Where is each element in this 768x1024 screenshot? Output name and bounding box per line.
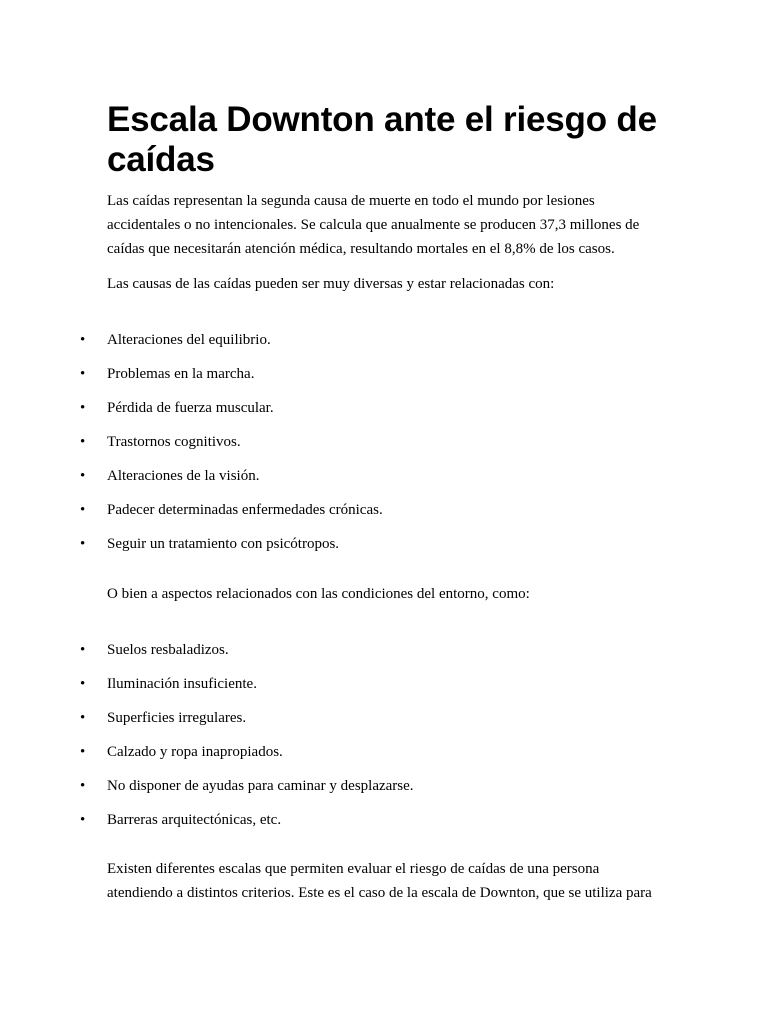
list-item (0, 398, 383, 432)
environment-list (0, 640, 414, 844)
list-item-text: Suelos resbaladizos. (107, 642, 229, 658)
list-item-text: Trastornos cognitivos. (107, 434, 241, 450)
bullet-icon: • (80, 536, 86, 552)
bullet-icon: • (80, 400, 86, 416)
intro-paragraph: Las caídas representan la segunda causa de muerte en todo el mundo por lesiones accidentales o no intencionales. Se calcula que anualmente se producen 37,3 millones de caídas que necesitarán atención médica, resultando mortales en el 8,8% de los casos. (107, 193, 640, 257)
causes-list (0, 330, 383, 568)
bullet-icon: • (80, 502, 86, 518)
list-item-text: Alteraciones de la visión. (107, 468, 260, 484)
list-item (0, 708, 414, 742)
bullet-icon: • (80, 468, 86, 484)
bullet-icon: • (80, 434, 86, 450)
list-item (0, 534, 383, 568)
bullet-icon: • (80, 366, 86, 382)
list-item (0, 640, 414, 674)
environment-intro-paragraph: O bien a aspectos relacionados con las condiciones del entorno, como: (107, 586, 530, 602)
list-item (0, 810, 414, 844)
list-item (0, 674, 414, 708)
bullet-icon: • (80, 332, 86, 348)
bullet-icon: • (80, 778, 86, 794)
list-item (0, 500, 383, 534)
list-item (0, 466, 383, 500)
list-item (0, 364, 383, 398)
list-item-text: Alteraciones del equilibrio. (107, 332, 271, 348)
list-item-text: Iluminación insuficiente. (107, 676, 257, 692)
list-item (0, 776, 414, 810)
list-item-text: Pérdida de fuerza muscular. (107, 400, 274, 416)
list-item-text: Problemas en la marcha. (107, 366, 255, 382)
bullet-icon: • (80, 710, 86, 726)
list-item-text: Padecer determinadas enfermedades crónicas. (107, 502, 383, 518)
document-title: Escala Downton ante el riesgo de caídas (107, 100, 657, 179)
list-item (0, 432, 383, 466)
bullet-icon: • (80, 812, 86, 828)
list-item-text: No disponer de ayudas para caminar y desplazarse. (107, 778, 414, 794)
causes-intro-paragraph: Las causas de las caídas pueden ser muy diversas y estar relacionadas con: (107, 276, 555, 292)
list-item-text: Seguir un tratamiento con psicótropos. (107, 536, 340, 552)
list-item-text: Barreras arquitectónicas, etc. (107, 812, 282, 828)
bullet-icon: • (80, 642, 86, 658)
list-item (0, 330, 383, 364)
closing-paragraph: Existen diferentes escalas que permiten evaluar el riesgo de caídas de una persona atendiendo a distintos criterios. Este es el caso de la escala de Downton, que se utiliza para (107, 861, 652, 901)
list-item-text: Calzado y ropa inapropiados. (107, 744, 283, 760)
bullet-icon: • (80, 744, 86, 760)
list-item-text: Superficies irregulares. (107, 710, 247, 726)
bullet-icon: • (80, 676, 86, 692)
list-item (0, 742, 414, 776)
